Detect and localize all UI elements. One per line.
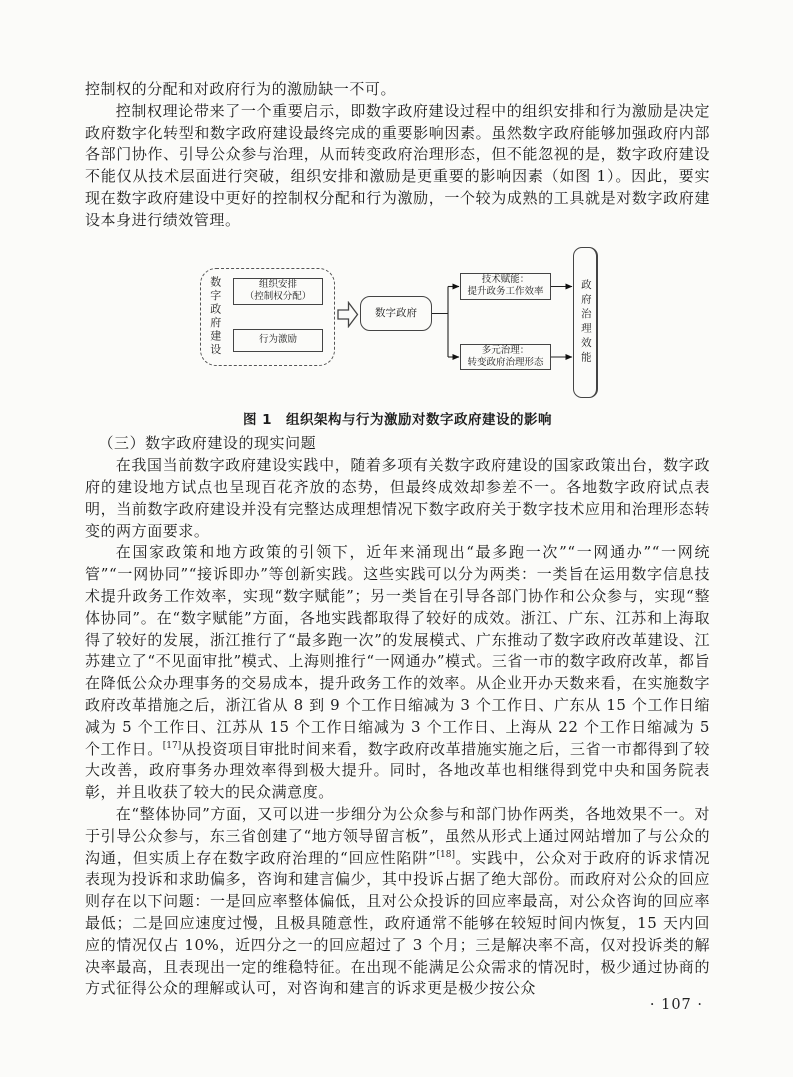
- paragraph-continuation: 控制权的分配和对政府行为的激励缺一不可。: [85, 80, 397, 98]
- figure-connector-arrows: [85, 239, 710, 401]
- multi-governance-line1: 多元治理：: [481, 344, 530, 356]
- paragraph: 控制权理论带来了一个重要启示，即数字政府建设过程中的组织安排和行为激励是决定政府数字化转型和数字政府建设最终完成的重要影响因素。虽然数字政府能够加强政府内部各部门协作、引导公众参与治理，从而转变政府治理形态，但不能忽视的是，数字政府建设不能仅从技术层面进行突破，组织安排和激励是更重要的影响因素（如图 1）。因此，要实现在数字政府建设中更好的控制权分配和行为激励，一个较为成熟的工具就是对数字政府建设本身进行绩效管理。: [85, 101, 710, 229]
- group-label-vertical: 数字政府建设: [208, 275, 222, 357]
- paragraph: [85, 542, 710, 804]
- paragraph: 在我国当前数字政府建设实践中，随着多项有关数字政府建设的国家政策出台，数字政府的建设地方试点也呈现百花齐放的态势，但最终成效却参差不一。各地数字政府试点表明，当前数字政府建设并没有完整达成理想情况下数字政府关于数字技术应用和治理形态转变的两方面要求。: [85, 456, 710, 540]
- page-number: · 107 ·: [649, 997, 703, 1013]
- paragraph-text: 在国家政策和地方政策的引领下，近年来涌现出“最多跑一次”“一网通办”“一网统管”“一网协同”“接诉即办”等创新实践。这些实践可以分为两类：一类旨在运用数字信息技术提升政务工作效率，实现“数字赋能”；另一类旨在引导各部门协作和公众参与，实现“整体协同”。在“数字赋能”方面，各地实践都取得了较好的成效。浙江、广东、江苏和上海取得了较好的发展，浙江推行了“最多跑一次”的发展模式、广东推动了数字政府改革建设、江苏建立了“不见面审批”模式、上海则推行“一网通办”模式。三省一市的数字政府改革，都旨在降低公众办理事务的交易成本，提升政务工作的效率。从企业开办天数来看，在实施数字政府改革措施之后，浙江省从 8 到 9 个工作日缩减为 3 个工作日、广东从 15 个工作日缩减为 5 个工作日、江苏从 15 个工作日缩减为 3 个工作日、上海从 22 个工作日缩减为 5 个工作日。: [85, 543, 710, 758]
- paragraph: [85, 804, 710, 1000]
- behavior-incentive-label: 行为激励: [258, 334, 297, 346]
- org-arrangement-line2: （控制权分配）: [244, 291, 312, 303]
- org-arrangement-line1: 组织安排: [258, 279, 297, 291]
- paragraph-text: 。实践中，公众对于政府的诉求情况表现为投诉和求助偏多，咨询和建言偏少，其中投诉占据了绝大部份。而政府对公众的回应则存在以下问题：一是回应率整体偏低，且对公众投诉的回应率最高，对公众咨询的回应率最低；二是回应速度过慢，且极具随意性，政府通常不能够在较短时间内恢复，15 天内回应的情况仅占 10%，近四分之一的回应超过了 3 个月；三是解决率不高，仅对投诉类的解决率最高，且表现出一定的维稳特征。在出现不能满足公众需求的情况时，极少通过协商的方式征得公众的理解或认可，对咨询和建言的诉求更是极少按公众: [85, 848, 710, 998]
- figure-caption: 图 1 组织架构与行为激励对数字政府建设的影响: [242, 411, 553, 428]
- governance-effectiveness-label: 政府治理效能: [579, 278, 592, 366]
- footnote-ref-17: [17]: [162, 740, 182, 751]
- tech-empowerment-line1: 技术赋能：: [481, 274, 530, 286]
- tech-empowerment-line2: 提升政务工作效率: [467, 286, 544, 298]
- figure-1-diagram: [85, 239, 710, 401]
- paragraph-text: 在“整体协同”方面，又可以进一步细分为公众参与和部门协作两类，各地效果不一。对于引导公众参与，东三省创建了“地方领导留言板”，虽然从形式上通过网站增加了与公众的沟通，但实质上存在数字政府治理的“回应性陷阱”: [85, 804, 710, 867]
- multi-governance-line2: 转变政府治理形态: [467, 356, 544, 368]
- paragraph-text: 从投资项目审批时间来看，数字政府改革措施实施之后，三省一市都得到了较大改善，政府事务办理效率得到极大提升。同时，各地改革也相继得到党中央和国务院表彰，并且收获了较大的民众满意度。: [85, 739, 710, 802]
- section-heading: （三）数字政府建设的现实问题: [98, 434, 317, 453]
- digital-government-label: 数字政府: [375, 307, 417, 320]
- footnote-ref-18: [18]: [436, 849, 455, 860]
- page-body: [85, 79, 710, 1000]
